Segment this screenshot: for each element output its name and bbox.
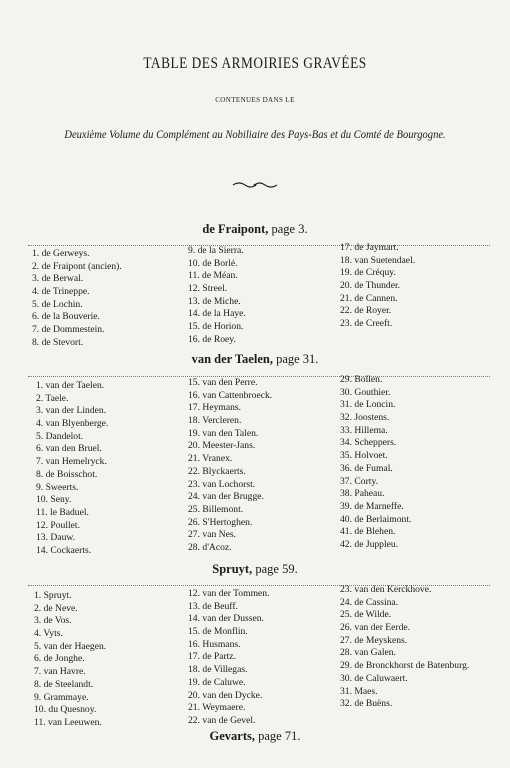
entry-column-1 <box>32 248 122 350</box>
armorial-entry: 17. Heymans. <box>188 402 242 414</box>
armorial-entry: 7. van Havre. <box>34 666 86 678</box>
armorial-entry: 7. van Hemelryck. <box>36 456 107 468</box>
armorial-entry: 1. Spruyt. <box>34 590 72 601</box>
armorial-entry: 31. de Loncin. <box>340 399 396 411</box>
armorial-entry: 18. Vercleren. <box>188 415 242 427</box>
armorial-entry: 2. de Neve. <box>34 602 78 614</box>
entry-column-1 <box>36 380 108 558</box>
armorial-entry: 37. Corty. <box>340 475 379 487</box>
armorial-entry: 31. Maes. <box>340 685 378 697</box>
armorial-entry: 32. Joostens. <box>340 412 390 424</box>
armorial-entry: 20. van den Dycke. <box>188 689 263 701</box>
armorial-entry: 28. van Galen. <box>340 647 396 659</box>
armorial-entry: 12. van der Tommen. <box>188 588 270 599</box>
armorial-entry: 5. van der Haegen. <box>34 640 107 652</box>
armorial-entry: 19. de Caluwe. <box>188 676 246 688</box>
armorial-entry: 23. de Creeft. <box>340 318 393 330</box>
entry-column-3 <box>340 242 415 331</box>
armorial-entry: 4. van Blyenberge. <box>36 418 109 430</box>
entry-column-2 <box>188 377 272 555</box>
armorial-entry: 36. de Fumal. <box>340 462 393 474</box>
armorial-entry: 10. Seny. <box>36 494 72 506</box>
armorial-entry: 14. Cockaerts. <box>36 544 92 556</box>
armorial-entry: 4. Vyts. <box>34 628 63 640</box>
section-page-ref: page 71. <box>258 729 301 743</box>
section-name: Gevarts, <box>209 729 255 743</box>
armorial-entry: 13. de Beuff. <box>188 600 238 612</box>
ornament-divider-icon <box>231 181 279 189</box>
armorial-entry: 8. de Steelandt. <box>34 678 94 690</box>
armorial-entry: 15. van den Perre. <box>188 377 258 388</box>
armorial-entry: 12. Streel. <box>188 283 228 295</box>
armorial-entry: 26. S'Hertoghen. <box>188 516 253 528</box>
armorial-entry: 6. van den Bruel. <box>36 443 102 455</box>
armorial-entry: 23. van den Kerckhove. <box>340 584 432 595</box>
armorial-entry: 1. de Gerweys. <box>32 248 90 259</box>
armorial-entry: 20. Meester-Jans. <box>188 440 256 452</box>
armorial-entry: 10. de Borlé. <box>188 257 238 269</box>
armorial-entry: 5. Dandelot. <box>36 430 84 442</box>
armorial-entry: 18. de Villegas. <box>188 664 248 676</box>
armorial-entry: 22. van de Gevel. <box>188 714 256 726</box>
armorial-entry: 28. d'Acoz. <box>188 541 232 553</box>
armorial-entry: 17. de Jaymart. <box>340 242 399 253</box>
armorial-entry: 20. de Thunder. <box>340 280 401 292</box>
entry-column-2 <box>188 588 269 728</box>
armorial-entry: 1. van der Taelen. <box>36 380 105 391</box>
armorial-entry: 6. de Jonghe. <box>34 653 85 665</box>
armorial-entry: 39. de Marneffe. <box>340 500 404 512</box>
armorial-entry: 42. de Juppleu. <box>340 538 399 550</box>
armorial-entry: 12. Poullet. <box>36 519 80 531</box>
armorial-entry: 18. van Suetendael. <box>340 254 416 266</box>
armorial-entry: 33. Hillema. <box>340 424 388 436</box>
armorial-entry: 24. de Cassina. <box>340 596 399 608</box>
volume-description: Deuxième Volume du Complément au Nobiliaire des Pays-Bas et du Comté de Bourgogne. <box>64 127 446 141</box>
armorial-entry: 8. de Stevort. <box>32 336 84 348</box>
armorial-entry: 30. Gouthier. <box>340 386 391 398</box>
armorial-entry: 7. de Dommestein. <box>32 324 105 336</box>
entry-column-2 <box>188 245 246 347</box>
armorial-entry: 8. de Boisschot. <box>36 468 98 480</box>
armorial-entry: 3. van der Linden. <box>36 405 107 417</box>
section-page-ref: page 59. <box>255 562 298 576</box>
page-title: TABLE DES ARMOIRIES GRAVÉES <box>143 55 367 72</box>
armorial-entry: 21. Weymaere. <box>188 702 246 714</box>
entry-column-3 <box>340 374 411 552</box>
section-heading-spruyt <box>0 562 510 577</box>
section-name: de Fraipont, <box>202 222 269 236</box>
armorial-entry: 41. de Blehen. <box>340 526 396 538</box>
armorial-entry: 34. Scheppers. <box>340 437 397 449</box>
armorial-entry: 17. de Partz. <box>188 651 236 663</box>
entry-column-1 <box>34 590 106 730</box>
armorial-entry: 2. de Fraipont (ancien). <box>32 260 122 272</box>
armorial-entry: 3. de Vos. <box>34 615 72 627</box>
armorial-entry: 4. de Trineppe. <box>32 286 90 298</box>
section-name: van der Taelen, <box>191 352 273 366</box>
armorial-entry: 29. de Bronckhorst de Batenburg. <box>340 660 470 672</box>
armorial-entry: 22. de Royer. <box>340 305 392 317</box>
armorial-entry: 15. de Monflin. <box>188 626 248 638</box>
armorial-entry: 14. de la Haye. <box>188 308 246 320</box>
armorial-entry: 16. Husmans. <box>188 638 241 650</box>
armorial-entry: 16. de Roey. <box>188 333 236 345</box>
armorial-entry: 15. de Horion. <box>188 321 244 333</box>
armorial-entry: 2. Taele. <box>36 392 69 404</box>
armorial-entry: 10. du Quesnoy. <box>34 704 97 716</box>
armorial-entry: 11. van Leeuwen. <box>34 716 102 728</box>
section-name: Spruyt, <box>212 562 253 576</box>
armorial-entry: 5. de Lochin. <box>32 298 83 310</box>
armorial-entry: 9. de la Sierra. <box>188 245 244 256</box>
section-rule <box>28 245 490 246</box>
section-heading-van-der-taelen <box>0 352 510 367</box>
section-heading-gevarts <box>0 729 510 744</box>
armorial-entry: 26. van der Eerde. <box>340 622 411 634</box>
armorial-entry: 21. de Cannen. <box>340 292 398 304</box>
armorial-entry: 23. van Lochorst. <box>188 478 256 490</box>
armorial-entry: 32. de Buëns. <box>340 698 393 710</box>
section-page-ref: page 31. <box>276 352 319 366</box>
section-page-ref: page 3. <box>271 222 308 236</box>
armorial-entry: 9. Grammaye. <box>34 691 89 703</box>
armorial-entry: 40. de Berlaimont. <box>340 513 412 525</box>
armorial-entry: 21. Vranex. <box>188 453 233 465</box>
armorial-entry: 27. van Nes. <box>188 529 236 541</box>
section-heading-fraipont <box>0 222 510 237</box>
armorial-entry: 13. de Miche. <box>188 295 241 307</box>
armorial-entry: 22. Blyckaerts. <box>188 465 246 477</box>
armorial-entry: 19. van den Talen. <box>188 427 259 439</box>
armorial-entry: 6. de la Bouverie. <box>32 311 100 323</box>
armorial-entry: 30. de Caluwaert. <box>340 672 408 684</box>
armorial-entry: 35. Holvoet. <box>340 450 388 462</box>
armorial-entry: 9. Sweerts. <box>36 481 79 493</box>
armorial-entry: 16. van Cattenbroeck. <box>188 389 273 401</box>
armorial-entry: 14. van der Dussen. <box>188 613 264 625</box>
armorial-entry: 3. de Berwal. <box>32 273 84 285</box>
page-subtitle: CONTENUES DANS LE <box>215 96 295 104</box>
armorial-entry: 13. Dauw. <box>36 532 76 544</box>
armorial-entry: 24. van der Brugge. <box>188 491 264 503</box>
armorial-entry: 11. le Baduel. <box>36 506 89 518</box>
entry-column-3 <box>340 584 469 711</box>
armorial-entry: 29. Bollen. <box>340 374 383 385</box>
armorial-entry: 25. de Wilde. <box>340 609 392 621</box>
armorial-entry: 27. de Meyskens. <box>340 634 408 646</box>
armorial-entry: 25. Billemont. <box>188 503 244 515</box>
armorial-entry: 11. de Méan. <box>188 270 238 282</box>
armorial-entry: 38. Paheau. <box>340 488 385 500</box>
armorial-entry: 19. de Créquy. <box>340 267 396 279</box>
